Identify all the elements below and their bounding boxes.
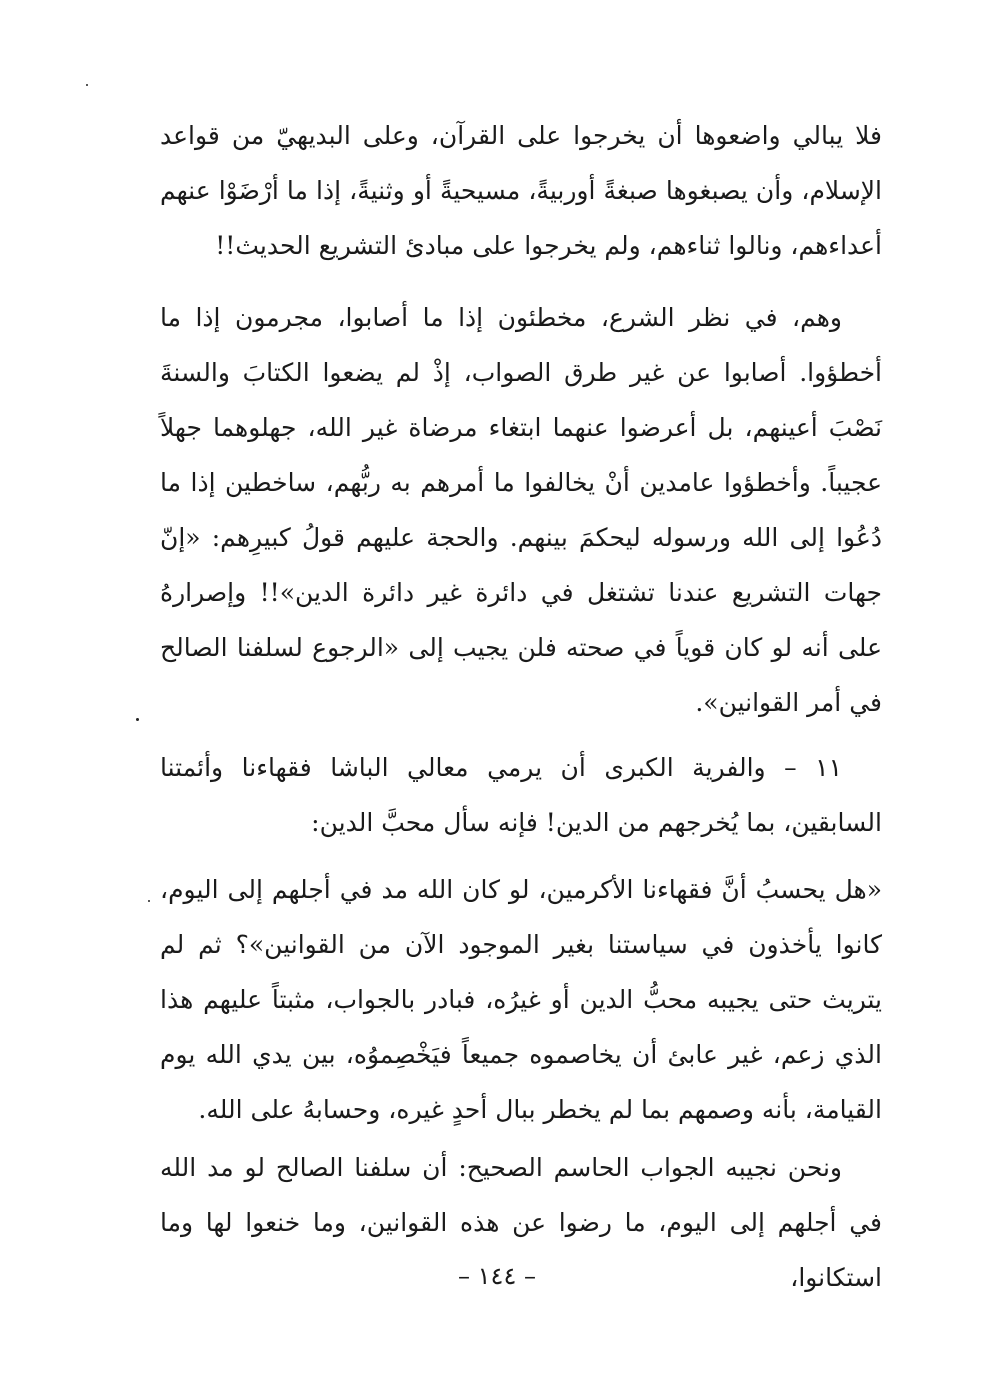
scan-speck <box>86 84 88 86</box>
paragraph-1 <box>160 108 882 273</box>
paragraph-4 <box>160 862 882 1137</box>
scan-speck <box>136 718 139 721</box>
scan-speck <box>148 900 150 902</box>
paragraph-4-text: «هل يحسبُ أنَّ فقهاءنا الأكرمين، لو كان الله مد في أجلهم إلى اليوم، كانوا يأخذون في سياستنا بغير الموجود الآن من القوانين»؟ ثم لم يتريث حتى يجيبه محبُّ الدين أو غيرُه، فبادر بالجواب، مثبتاً عليهم هذا الذي زعم، غير عابئ أن يخاصموه جميعاً فيَخْصِموُه، بين يدي الله يوم القيامة، بأنه وصمهم بما لم يخطر ببال أحدٍ غيره، وحسابهُ على الله. <box>160 875 882 1124</box>
page-number: – ١٤٤ – <box>458 1262 536 1290</box>
paragraph-1-text: فلا يبالي واضعوها أن يخرجوا على القرآن، وعلى البديهيّ من قواعد الإسلام، وأن يصبغوها صبغةً أوربيةً، مسيحيةً أو وثنيةً، إذا ما أرْضَوْا عنهم أعداءهم، ونالوا ثناءهم، ولم يخرجوا على مبادئ التشريع الحديث!! <box>160 121 882 260</box>
paragraph-2-text: وهم، في نظر الشرع، مخطئون إذا ما أصابوا، مجرمون إذا ما أخطؤوا. أصابوا عن غير طرق الصواب، إذْ لم يضعوا الكتابَ والسنةَ نَصْبَ أعينهم، بل أعرضوا عنهما ابتغاء مرضاة غير الله، جهلوهما جهلاً عجيباً. وأخطؤوا عامدين أنْ يخالفوا ما أمرهم به ربُّهم، ساخطين إذا ما دُعُوا إلى الله ورسوله ليحكمَ بينهم. والحجة عليهم قولُ كبيرِهم: «إنّ جهات التشريع عندنا تشتغل في دائرة غير دائرة الدين»!! وإصرارهُ على أنه لو كان قوياً في صحته فلن يجيب إلى «الرجوع لسلفنا الصالح في أمر القوانين». <box>160 303 882 717</box>
paragraph-3-text: ١١ – والفرية الكبرى أن يرمي معالي الباشا فقهاءنا وأئمتنا السابقين، بما يُخرجهم من الدين! فإنه سأل محبَّ الدين: <box>160 753 882 837</box>
paragraph-3 <box>160 740 882 850</box>
paragraph-2 <box>160 290 882 730</box>
paragraph-5-text: ونحن نجيبه الجواب الحاسم الصحيح: أن سلفنا الصالح لو مد الله في أجلهم إلى اليوم، ما رضوا عن هذه القوانين، وما خنعوا لها وما استكانوا، <box>160 1153 882 1292</box>
